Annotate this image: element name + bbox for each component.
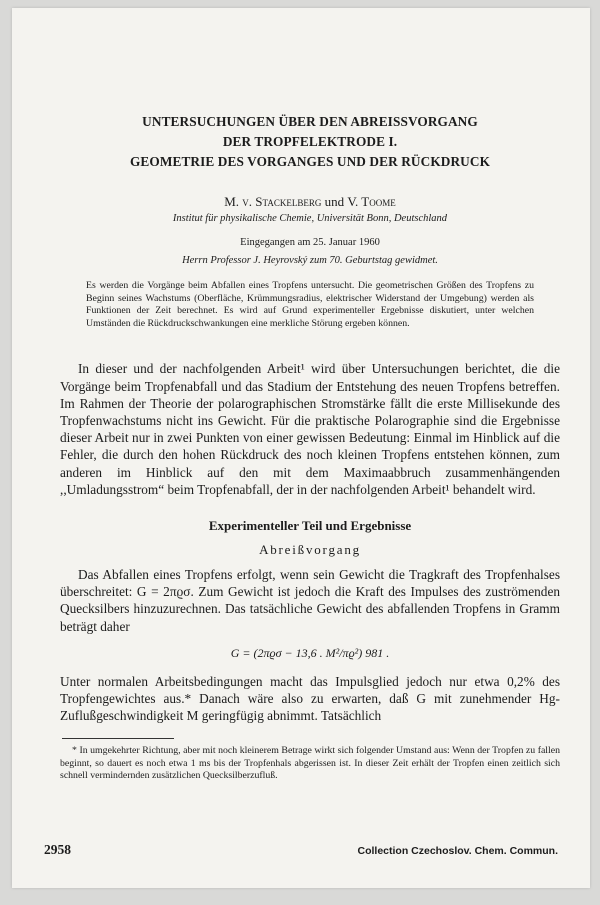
page-footer [44,842,558,858]
author-institute: Institut für physikalische Chemie, Universität Bonn, Deutschland [172,213,448,224]
author-line [60,194,560,210]
weight-formula [60,645,560,661]
formula-text: G = (2πϱσ − 13,6 . M²/πϱ²) 981 . [230,645,390,660]
footnote-divider [62,738,174,739]
title-line-1: UNTERSUCHUNGEN ÜBER DEN ABREISSVORGANG [142,114,478,129]
page-number: 2958 [44,842,71,857]
intro-paragraph: In dieser und der nachfolgenden Arbeit¹ wird über Untersuchungen berichtet, die die Vorgänge beim Tropfenabfall und das Stadium der Entstehung des neuen Tropfens betreffen. Im Rahmen der Theorie der polarographischen Stromstärke fällt die erste Millisekunde des Tropfenwachstums nicht ins Gewicht. Für die praktische Polarographie sind die Ergebnisse dieser Arbeit nur in zwei Punkten von einer gewissen Bedeutung: Einmal im Hinblick auf die Fehler, die durch den hohen Rückdruck des noch kleinen Tropfens entstehen können, zum anderen im Hinblick auf den mit dem Maximaabbruch zusammenhängenden ,,Umladungsstrom“ beim Tropfenabfall, der in der nachfolgenden Arbeit¹ behandelt wird. [60,361,560,497]
subsection-heading: Abreißvorgang [259,542,361,557]
journal-page [12,8,590,888]
paragraph-impulsglied: Unter normalen Arbeitsbedingungen macht das Impulsglied jedoch nur etwa 0,2% des Tropfengewichtes aus.* Danach wäre also zu erwarten, daß G mit zunehmender Hg-Zuflußgeschwindigkeit M geringfügig abnimmt. Tatsächlich [60,673,560,724]
title-line-3: GEOMETRIE DES VORGANGES UND DER RÜCKDRUCK [129,154,491,169]
dedication: Herrn Professor J. Heyrovský zum 70. Geburtstag gewidmet. [182,255,438,266]
journal-name: Collection Czechoslov. Chem. Commun. [357,845,558,857]
article-body [60,112,560,783]
author-2: V. Toome [347,194,396,209]
section-heading: Experimenteller Teil und Ergebnisse [208,518,412,533]
received-date: Eingegangen am 25. Januar 1960 [240,237,380,248]
author-1: M. v. Stackelberg [224,194,322,209]
author-conjunction: und [321,194,348,209]
abstract: Es werden die Vorgänge beim Abfallen eines Tropfens untersucht. Die geometrischen Größen des Tropfens zu Beginn seines Wachstums (Oberfläche, Krümmungsradius, elektrischer Widerstand der Umgebung) werden als Funktionen der Zeit berechnet. Es wird auf Grund experimenteller Ergebnisse diskutiert, unter welchen Umständen die Rückdruckschwankungen eine merkliche Störung ergeben können. [86,280,534,329]
article-title [60,112,560,172]
footnote: * In umgekehrter Richtung, aber mit noch kleinerem Betrage wirkt sich folgender Umstand aus: Wenn der Tropfen zu fallen beginnt, so dauert es noch etwa 1 ms bis der Tropfenhals abgerissen ist. In dieser Zeit erhält der Tropfen einen zeitlich sich schnell vermindernden zusätzlichen Quecksilberzufluß. [60,745,560,782]
paragraph-abfallen: Das Abfallen eines Tropfens erfolgt, wenn sein Gewicht die Tragkraft des Tropfenhalses überschreitet: G = 2πϱσ. Zum Gewicht ist jedoch die Kraft des Impulses des zuströmenden Quecksilbers hinzuzurechnen. Das tatsächliche Gewicht des abfallenden Tropfens in Gramm beträgt daher [60,567,560,634]
title-line-2: DER TROPFELEKTRODE I. [222,134,398,149]
